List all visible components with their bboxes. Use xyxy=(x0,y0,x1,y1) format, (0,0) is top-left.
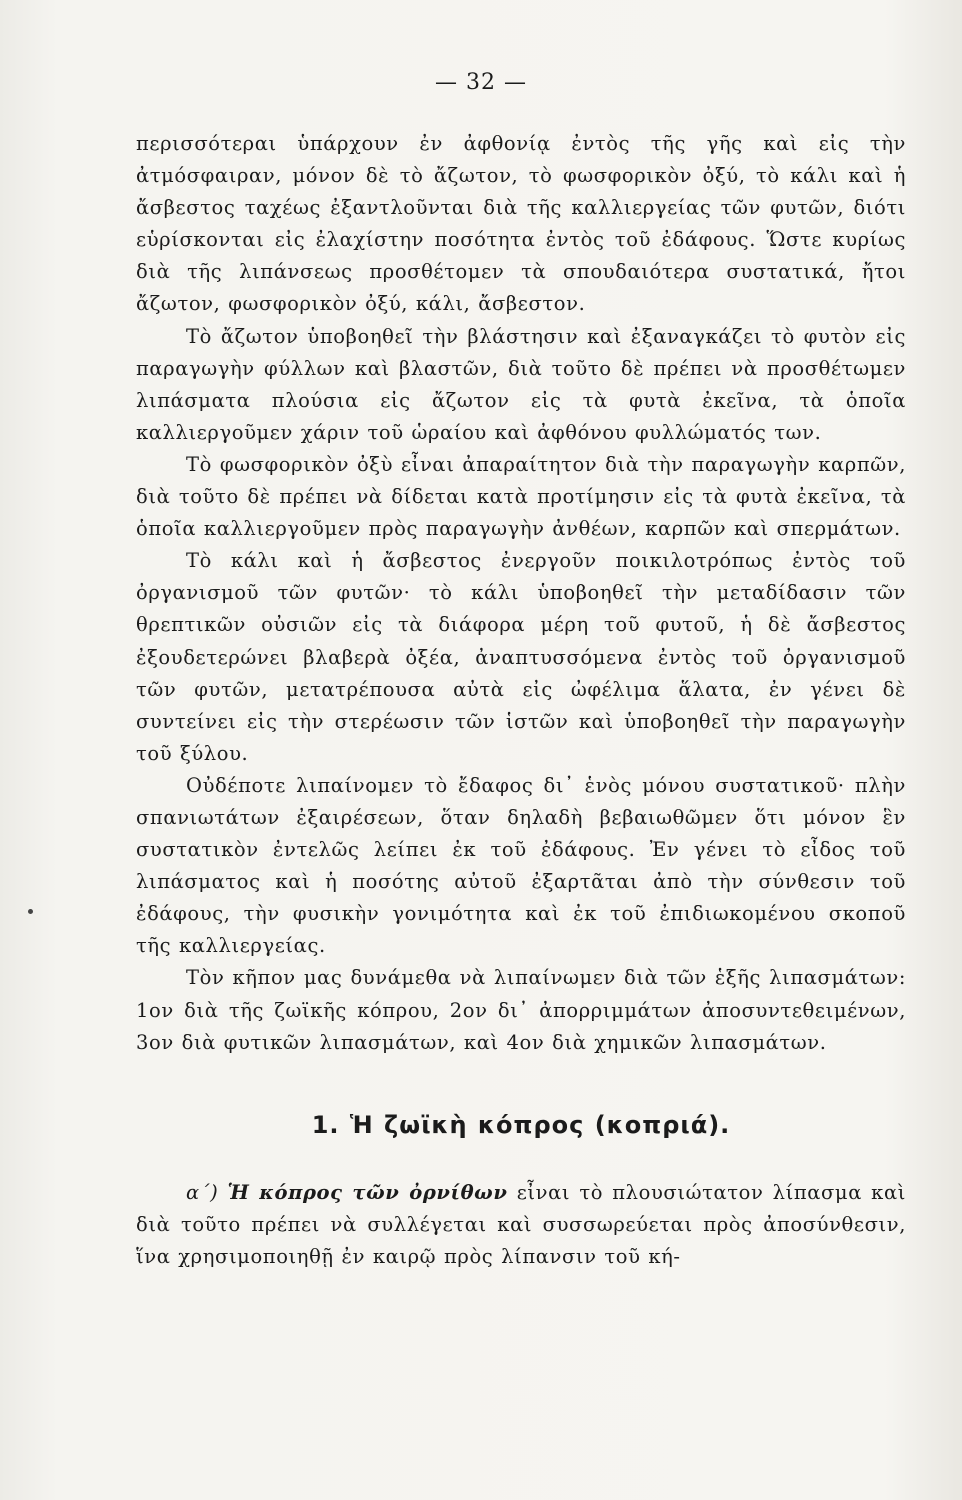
subsection-paragraph xyxy=(136,1177,906,1273)
margin-speck xyxy=(28,909,33,914)
paragraph-continued: περισσότεραι ὑπάρχουν ἐν ἀφθονίᾳ ἐντὸς τῆς γῆς καὶ εἰς τὴν ἀτμόσφαιραν, μόνον δὲ τὸ ἄζωτον, τὸ φωσφορικὸν ὀξύ, τὸ κάλι καὶ ἡ ἄσβεστος ταχέως ἐξαντλοῦνται διὰ τῆς καλλιεργείας τῶν φυτῶν, διότι εὑρίσκονται εἰς ἐλαχίστην ποσότητα ἐντὸς τοῦ ἐδάφους. Ὥστε κυρίως διὰ τῆς λιπάνσεως προσθέτομεν τὰ σπουδαιότερα συστατικά, ἤτοι ἄζωτον, φωσφορικὸν ὀξύ, κάλι, ἄσβεστον. xyxy=(136,132,906,316)
section-heading: 1. Ἡ ζωϊκὴ κόπρος (κοπριά). xyxy=(311,1110,731,1139)
paragraph-nitrogen: Τὸ ἄζωτον ὑποβοηθεῖ τὴν βλάστησιν καὶ ἐξαναγκάζει τὸ φυτὸν εἰς παραγωγὴν φύλλων καὶ βλαστῶν, διὰ τοῦτο δὲ πρέπει νὰ προσθέτωμεν λιπάσματα πλούσια εἰς ἄζωτον εἰς τὰ φυτὰ ἐκεῖνα, τὰ ὁποῖα καλλιεργοῦμεν χάριν τοῦ ὡραίου καὶ ἀφθόνου φυλλώματός των. xyxy=(136,324,906,444)
subsection-label: α΄) xyxy=(186,1180,219,1204)
body-text xyxy=(136,128,906,1273)
page-number: — 32 — xyxy=(435,70,527,95)
subsection-title: Ἡ κόπρος τῶν ὀρνίθων xyxy=(227,1180,508,1204)
paragraph-fertilizing-rule: Οὐδέποτε λιπαίνομεν τὸ ἔδαφος δι᾿ ἑνὸς μόνου συστατικοῦ· πλὴν σπανιωτάτων ἐξαιρέσεων, ὅταν δηλαδὴ βεβαιωθῶμεν ὅτι μόνον ἓν συστατικὸν ἐντελῶς λείπει ἐκ τοῦ ἐδάφους. Ἐν γένει τὸ εἶδος τοῦ λιπάσματος καὶ ἡ ποσότης αὐτοῦ ἐξαρτᾶται ἀπὸ τὴν σύνθεσιν τοῦ ἐδάφους, τὴν φυσικὴν γονιμότητα καὶ ἐκ τοῦ ἐπιδιωκομένου σκοποῦ τῆς καλλιεργείας. xyxy=(136,773,906,958)
paragraph-phosphoric-acid: Τὸ φωσφορικὸν ὀξὺ εἶναι ἀπαραίτητον διὰ τὴν παραγωγὴν καρπῶν, διὰ τοῦτο δὲ πρέπει νὰ δίδεται κατὰ προτίμησιν εἰς τὰ φυτὰ ἐκεῖνα, τὰ ὁποῖα καλλιεργοῦμεν πρὸς παραγωγὴν ἀνθέων, καρπῶν καὶ σπερμάτων. xyxy=(136,452,906,541)
paragraph-fertilizer-list: Τὸν κῆπον μας δυνάμεθα νὰ λιπαίνωμεν διὰ τῶν ἑξῆς λιπασμάτων: 1ον διὰ τῆς ζωϊκῆς κόπρου, 2ον δι᾿ ἀπορριμμάτων ἀποσυντεθειμένων, 3ον διὰ φυτικῶν λιπασμάτων, καὶ 4ον διὰ χημικῶν λιπασμάτων. xyxy=(136,966,906,1054)
paragraph-potash-lime: Τὸ κάλι καὶ ἡ ἄσβεστος ἐνεργοῦν ποικιλοτρόπως ἐντὸς τοῦ ὀργανισμοῦ τῶν φυτῶν· τὸ κάλι ὑποβοηθεῖ τὴν μεταδίδασιν τῶν θρεπτικῶν οὐσιῶν εἰς τὰ διάφορα μέρη τοῦ φυτοῦ, ἡ δὲ ἄσβεστος ἐξουδετερώνει βλαβερὰ ὀξέα, ἀναπτυσσόμενα ἐντὸς τοῦ ὀργανισμοῦ τῶν φυτῶν, μετατρέπουσα αὐτὰ εἰς ὠφέλιμα ἅλατα, ἐν γένει δὲ συντείνει εἰς τὴν στερέωσιν τῶν ἱστῶν καὶ ὑποβοηθεῖ τὴν παραγωγὴν τοῦ ξύλου. xyxy=(136,549,906,765)
subsection-text: εἶναι τὸ πλουσιώτατον λίπασμα καὶ διὰ τοῦτο πρέπει νὰ συλλέγεται καὶ συσσωρεύεται πρὸς ἀποσύνθεσιν, ἵνα χρησιμοποιηθῇ ἐν καιρῷ πρὸς λίπανσιν τοῦ κή- xyxy=(136,1180,906,1268)
